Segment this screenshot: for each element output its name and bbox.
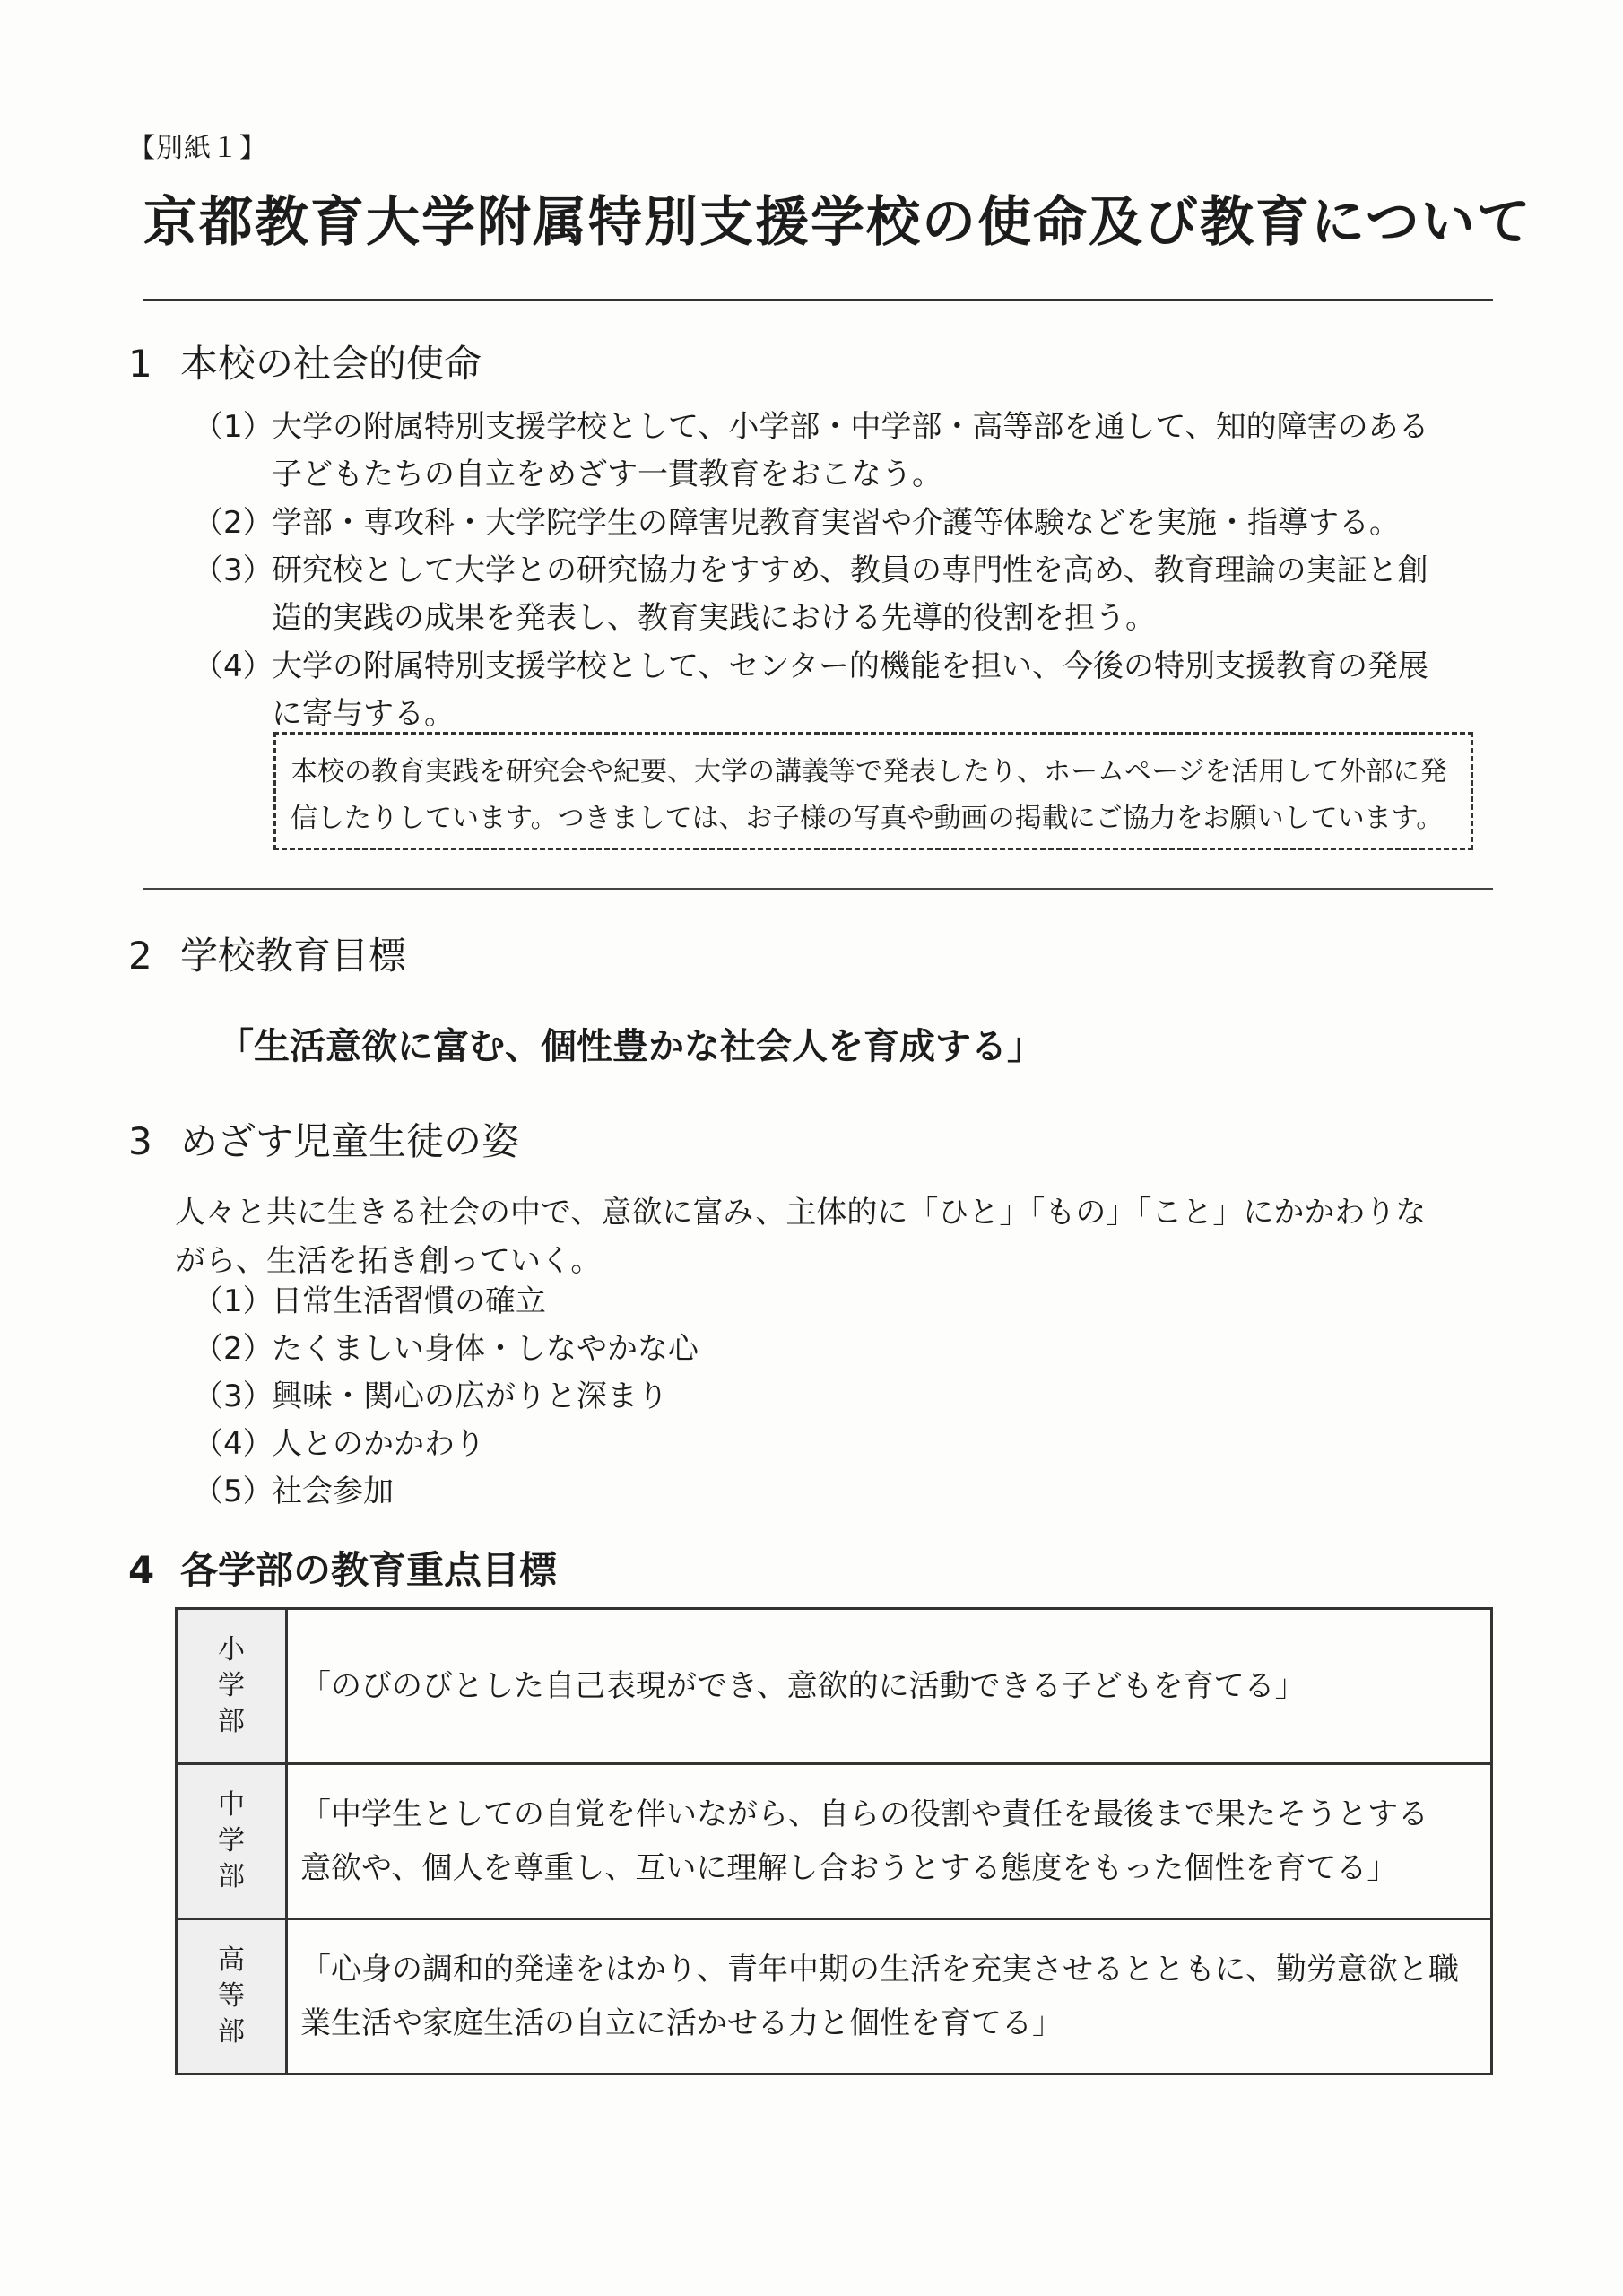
mission-item-text: 研究校として大学との研究協力をすすめ、教員の専門性を高め、教育理論の実証と創 造的実践の成果を発表し、教育実践における先導的役割を担う。 — [272, 552, 1428, 636]
section-4-heading — [128, 1541, 557, 1595]
mission-item-number: （2） — [193, 505, 273, 541]
section-2-heading — [128, 926, 406, 980]
goal-item-number: （4） — [193, 1426, 273, 1462]
section-3-number: 3 — [128, 1119, 152, 1163]
goal-item-text: 社会参加 — [272, 1474, 394, 1509]
section-3-title: めざす児童生徒の姿 — [180, 1119, 520, 1163]
mission-item-number: （4） — [193, 648, 273, 684]
section-3-heading — [128, 1112, 519, 1166]
department-goals-table — [175, 1607, 1493, 2075]
goal-item-number: （5） — [193, 1474, 273, 1509]
section-divider — [143, 888, 1493, 890]
section-1-heading — [128, 335, 482, 388]
school-motto: 「生活意欲に富む、個性豊かな社会人を育成する」 — [218, 1026, 1043, 1067]
department-goal: 「中学生としての自覚を伴いながら、自らの役割や責任を最後まで果たそうとする 意欲や、個人を尊重し、互いに理解し合おうとする態度をもった個性を育てる」 — [287, 1764, 1492, 1919]
goal-item-number: （2） — [193, 1331, 273, 1367]
attachment-tag: 【別紙１】 — [128, 133, 267, 164]
mission-item-text: 大学の附属特別支援学校として、小学部・中学部・高等部を通して、知的障害のある 子どもたちの自立をめざす一貫教育をおこなう。 — [272, 409, 1429, 492]
table-row — [177, 1609, 1492, 1764]
mission-item-text: 学部・専攻科・大学院学生の障害児教育実習や介護等体験などを実施・指導する。 — [272, 505, 1400, 541]
department-label: 小学部 — [177, 1609, 287, 1764]
goal-item-text: たくましい身体・しなやかな心 — [272, 1331, 699, 1367]
goal-item-number: （1） — [193, 1283, 273, 1319]
section-1-title: 本校の社会的使命 — [180, 342, 482, 386]
section-4-number: 4 — [128, 1548, 155, 1592]
department-label: 高等部 — [177, 1919, 287, 2074]
goal-item-number: （3） — [193, 1378, 273, 1414]
table-row — [177, 1764, 1492, 1919]
mission-item-number: （3） — [193, 552, 273, 588]
note-line-1: 本校の教育実践を研究会や紀要、大学の講義等で発表したり、ホームページを活用して外部に発 — [291, 756, 1447, 787]
section-1-number: 1 — [128, 342, 152, 386]
goal-item-text: 興味・関心の広がりと深まり — [272, 1378, 668, 1414]
section-2-number: 2 — [128, 934, 152, 978]
photo-consent-note — [273, 732, 1473, 850]
note-line-2: 信したりしています。つきましては、お子様の写真や動画の掲載にご協力をお願いしています。 — [291, 803, 1444, 834]
page-title: 京都教育大学附属特別支援学校の使命及び教育について — [143, 191, 1532, 254]
title-divider — [143, 299, 1493, 301]
section-2-title: 学校教育目標 — [180, 934, 407, 978]
table-row — [177, 1919, 1492, 2074]
ideal-student-description: 人々と共に生きる社会の中で、意欲に富み、主体的に「ひと」「もの」「こと」にかかわりな がら、生活を拓き創っていく。 — [175, 1195, 1427, 1279]
goal-item-text: 人とのかかわり — [272, 1426, 485, 1462]
department-goal: 「のびのびとした自己表現ができ、意欲的に活動できる子どもを育てる」 — [287, 1609, 1492, 1764]
mission-item-number: （1） — [193, 409, 273, 445]
mission-item-text: 大学の附属特別支援学校として、センター的機能を担い、今後の特別支援教育の発展 に寄与する。 — [272, 648, 1428, 732]
department-label: 中学部 — [177, 1764, 287, 1919]
department-goal: 「心身の調和的発達をはかり、青年中期の生活を充実させるとともに、勤労意欲と職 業生活や家庭生活の自立に活かせる力と個性を育てる」 — [287, 1919, 1492, 2074]
section-4-title: 各学部の教育重点目標 — [180, 1548, 558, 1592]
goal-item-text: 日常生活習慣の確立 — [272, 1283, 546, 1319]
